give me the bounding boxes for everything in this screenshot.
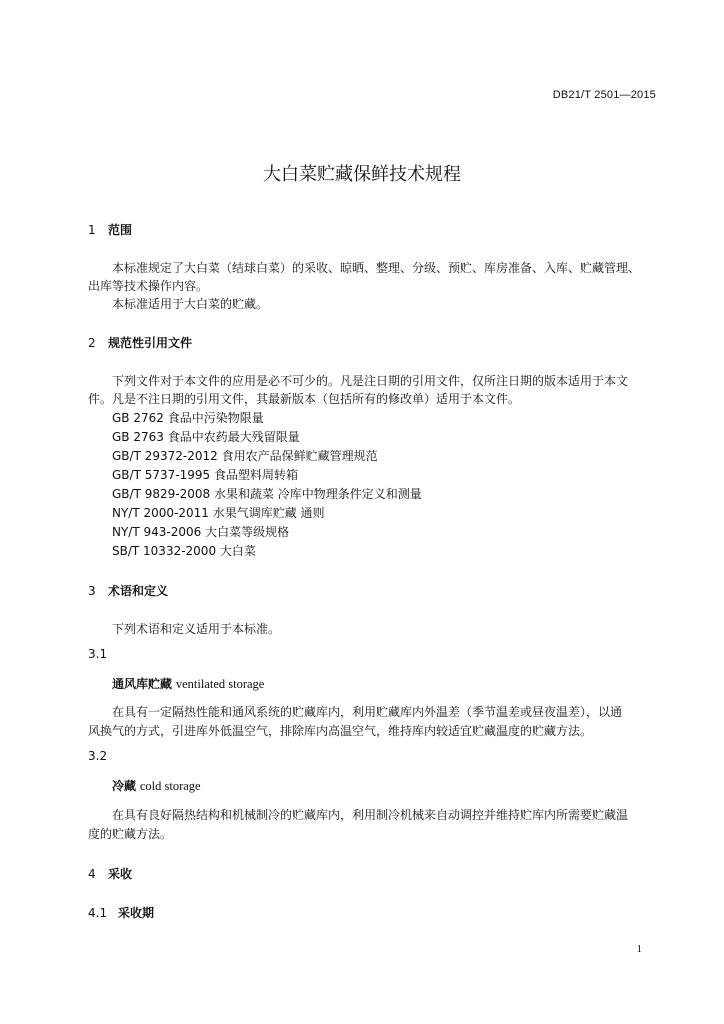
section-2-para-1-line-2: 件。凡是不注日期的引用文件，其最新版本（包括所有的修改单）适用于本文件。 (88, 392, 521, 406)
subsection-4-1-number: 4.1 (88, 906, 108, 920)
section-3-heading (88, 582, 168, 599)
reference-item: GB/T 9829-2008 水果和蔬菜 冷库中物理条件定义和测量 (112, 487, 422, 501)
section-1-number: 1 (88, 223, 96, 237)
term-3-2-def-line-1: 在具有良好隔热结构和机械制冷的贮藏库内，利用制冷机械来自动调控并维持贮库内所需要贮藏温 (112, 808, 629, 822)
term-3-2 (112, 777, 201, 794)
section-2-heading (88, 334, 192, 351)
section-4-heading (88, 865, 132, 882)
document-title: 大白菜贮藏保鲜技术规程 (263, 164, 461, 185)
section-1-para-2: 本标准适用于大白菜的贮藏。 (112, 297, 269, 311)
subsection-4-1-title: 采收期 (118, 906, 155, 920)
term-3-2-en: cold storage (139, 779, 201, 793)
section-4-title: 采收 (108, 867, 133, 881)
section-1-heading (88, 221, 132, 238)
reference-item: GB/T 5737-1995 食品塑料周转箱 (112, 468, 298, 482)
term-3-2-zh: 冷藏 (112, 779, 137, 793)
reference-item: GB 2762 食品中污染物限量 (112, 411, 264, 425)
section-3-para-1: 下列术语和定义适用于本标准。 (112, 622, 281, 636)
subsection-4-1-heading (88, 904, 154, 921)
term-3-2-number: 3.2 (88, 749, 108, 763)
term-3-1-zh: 通风库贮藏 (112, 677, 173, 691)
section-2-number: 2 (88, 336, 96, 350)
term-3-1-def-line-1: 在具有一定隔热性能和通风系统的贮藏库内，利用贮藏库内外温差（季节温差或昼夜温差），以通 (112, 705, 623, 719)
reference-item: GB 2763 食品中农药最大残留限量 (112, 430, 300, 444)
standard-code: DB21/T 2501—2015 (552, 89, 656, 101)
reference-item: GB/T 29372-2012 食用农产品保鲜贮藏管理规范 (112, 449, 378, 463)
section-4-number: 4 (88, 867, 96, 881)
term-3-1-en: ventilated storage (175, 677, 265, 691)
term-3-1 (112, 675, 264, 692)
section-3-title: 术语和定义 (108, 584, 169, 598)
reference-item: SB/T 10332-2000 大白菜 (112, 544, 256, 558)
section-1-para-1-line-1: 本标准规定了大白菜（结球白菜）的采收、晾晒、整理、分级、预贮、库房准备、入库、贮藏管理、 (112, 261, 641, 275)
section-3-number: 3 (88, 584, 96, 598)
reference-item: NY/T 2000-2011 水果气调库贮藏 通则 (112, 506, 325, 520)
reference-item: NY/T 943-2006 大白菜等级规格 (112, 525, 290, 539)
term-3-2-def-line-2: 度的贮藏方法。 (88, 827, 173, 841)
page-number: 1 (636, 943, 642, 955)
section-2-para-1-line-1: 下列文件对于本文件的应用是必不可少的。凡是注日期的引用文件，仅所注日期的版本适用于本文 (112, 374, 629, 388)
section-2-title: 规范性引用文件 (108, 336, 193, 350)
section-1-title: 范围 (108, 223, 133, 237)
section-1-para-1-line-2: 出库等技术操作内容。 (88, 279, 209, 293)
term-3-1-def-line-2: 风换气的方式，引进库外低温空气，排除库内高温空气，维持库内较适宜贮藏温度的贮藏方法。 (88, 724, 593, 738)
term-3-1-number: 3.1 (88, 647, 108, 661)
